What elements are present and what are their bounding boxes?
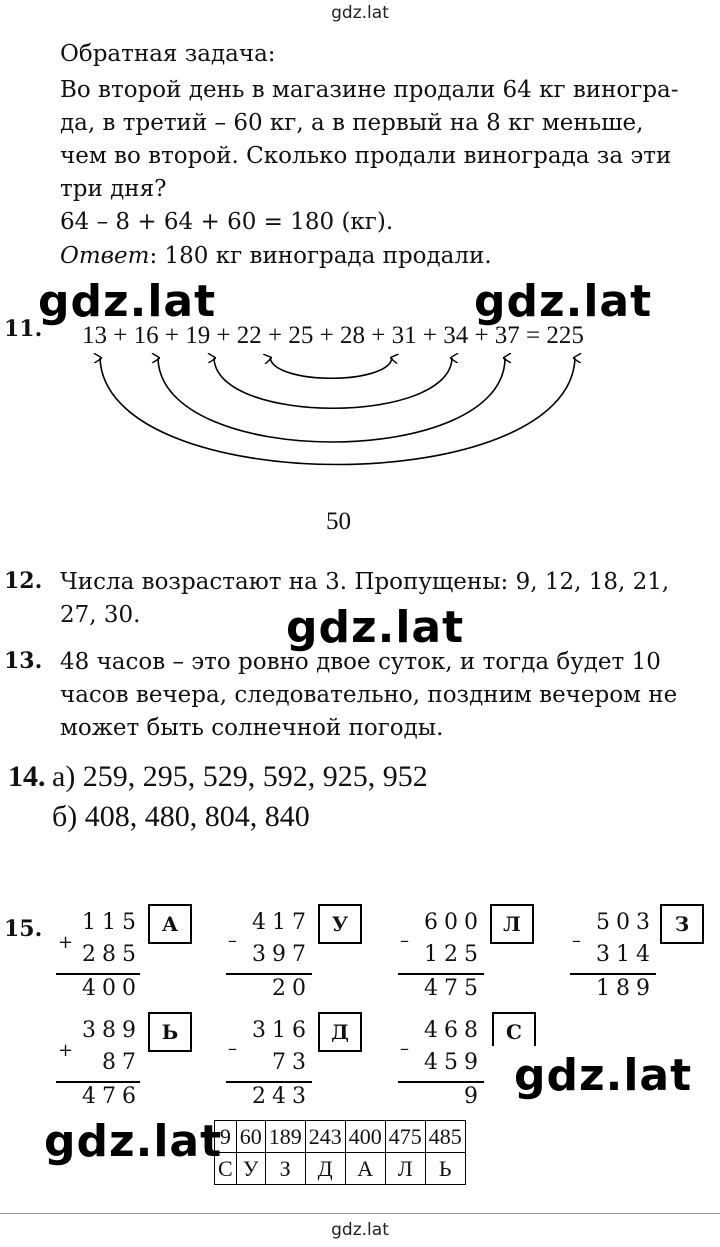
inverse-title: Обратная задача: — [60, 41, 276, 67]
answer-text: : 180 кг винограда продали. — [149, 243, 492, 269]
arc-13-37 — [100, 358, 575, 465]
arc-19-31 — [214, 358, 452, 408]
watermark-4: gdz.lat — [514, 1050, 693, 1101]
code-letter: Д — [305, 1153, 345, 1185]
op6-top: 316 — [252, 1018, 312, 1043]
op5-letter: Ь — [148, 1012, 192, 1052]
op6-result: 243 — [252, 1084, 312, 1109]
inverse-line-4: три дня? — [60, 176, 167, 202]
op1-rule — [56, 973, 140, 975]
code-number: 475 — [385, 1121, 425, 1153]
footer-divider — [0, 1213, 720, 1214]
code-letter: У — [236, 1153, 265, 1185]
op2-result: 20 — [272, 976, 312, 1001]
inverse-equation: 64 – 8 + 64 + 60 = 180 (кг). — [60, 209, 394, 235]
code-number: 243 — [305, 1121, 345, 1153]
op7-letter: С — [492, 1012, 536, 1046]
inverse-line-3: чем во второй. Сколько продали винограда за эти — [60, 143, 672, 169]
op5-result: 476 — [82, 1084, 142, 1109]
inverse-answer — [60, 240, 492, 272]
inverse-line-2: да, в третий – 60 кг, а в первый на 8 кг меньше, — [60, 110, 644, 136]
pairing-arcs — [0, 340, 720, 490]
code-letter: Л — [385, 1153, 425, 1185]
code-letter: А — [345, 1153, 385, 1185]
watermark-1: gdz.lat — [38, 276, 217, 327]
answer-label: Ответ — [60, 243, 150, 269]
task-12-line-1: Числа возрастают на 3. Пропущены: 9, 12, 18, 21, — [60, 569, 670, 595]
watermark-2: gdz.lat — [474, 276, 653, 327]
code-letter: З — [265, 1153, 305, 1185]
op1-result: 400 — [82, 976, 142, 1001]
op7-rule — [398, 1081, 484, 1083]
task-13-line-1: 48 часов – это ровно двое суток, и тогда будет 10 — [60, 649, 661, 675]
op2-top: 417 — [252, 910, 312, 935]
task-13-number: 13. — [4, 648, 43, 674]
task-13-line-3: может быть солнечной погоды. — [60, 715, 444, 741]
op4-sign: – — [572, 930, 581, 951]
code-letter: С — [215, 1153, 237, 1185]
op2-bottom: 397 — [252, 942, 312, 967]
arc-22-28 — [270, 358, 392, 378]
op7-bottom: 459 — [424, 1050, 484, 1075]
op6-bottom: 73 — [272, 1050, 312, 1075]
op6-letter: Д — [318, 1012, 362, 1052]
op1-sign: + — [58, 932, 74, 953]
code-number: 9 — [215, 1121, 237, 1153]
op2-sign: – — [228, 930, 237, 951]
op4-bottom: 314 — [596, 942, 656, 967]
op2-rule — [226, 973, 312, 975]
op7-sign: – — [400, 1038, 409, 1059]
code-number: 60 — [236, 1121, 265, 1153]
code-number: 189 — [265, 1121, 305, 1153]
site-footer[interactable]: gdz.lat — [331, 1220, 389, 1240]
code-table-letters-row — [215, 1153, 466, 1185]
op4-letter: З — [660, 904, 704, 944]
task-14-b: б) 408, 480, 804, 840 — [52, 800, 310, 833]
task-12-number: 12. — [4, 568, 43, 594]
op5-sign: + — [58, 1040, 74, 1061]
arc-16-34 — [158, 358, 505, 442]
task-13-line-2: часов вечера, следовательно, поздним вечером не — [60, 682, 678, 708]
op4-top: 503 — [596, 910, 656, 935]
code-table-numbers-row — [215, 1121, 466, 1153]
op5-top: 389 — [82, 1018, 142, 1043]
op2-letter: У — [318, 904, 362, 944]
op3-top: 600 — [424, 910, 484, 935]
task-14-a: а) 259, 295, 529, 592, 925, 952 — [52, 760, 428, 793]
task-15-number: 15. — [4, 916, 43, 942]
op1-top: 115 — [82, 910, 142, 935]
op3-bottom: 125 — [424, 942, 484, 967]
code-number: 485 — [425, 1121, 465, 1153]
watermark-5: gdz.lat — [44, 1116, 223, 1167]
op7-top: 468 — [424, 1018, 484, 1043]
op7-result: 9 — [464, 1084, 484, 1109]
op4-rule — [570, 973, 656, 975]
op1-letter: А — [148, 904, 192, 944]
op4-result: 189 — [596, 976, 656, 1001]
task-12-line-2: 27, 30. — [60, 602, 141, 628]
op1-bottom: 285 — [82, 942, 142, 967]
task-11-sequence: 13 + 16 + 19 + 22 + 25 + 28 + 31 + 34 + 37 = 225 — [82, 322, 584, 349]
op3-letter: Л — [490, 904, 534, 944]
op3-result: 475 — [424, 976, 484, 1001]
code-number: 400 — [345, 1121, 385, 1153]
op6-sign: – — [228, 1038, 237, 1059]
code-table — [214, 1120, 466, 1185]
watermark-3: gdz.lat — [286, 602, 465, 653]
op5-bottom: 87 — [102, 1050, 142, 1075]
op3-rule — [398, 973, 484, 975]
pair-sum: 50 — [326, 508, 351, 535]
site-header[interactable]: gdz.lat — [331, 3, 389, 23]
code-letter: Ь — [425, 1153, 465, 1185]
op6-rule — [226, 1081, 312, 1083]
op3-sign: – — [400, 930, 409, 951]
task-11-number: 11. — [4, 316, 43, 342]
task-14-number: 14. — [8, 760, 46, 793]
op5-rule — [56, 1081, 140, 1083]
inverse-line-1: Во второй день в магазине продали 64 кг виногра- — [60, 77, 679, 103]
